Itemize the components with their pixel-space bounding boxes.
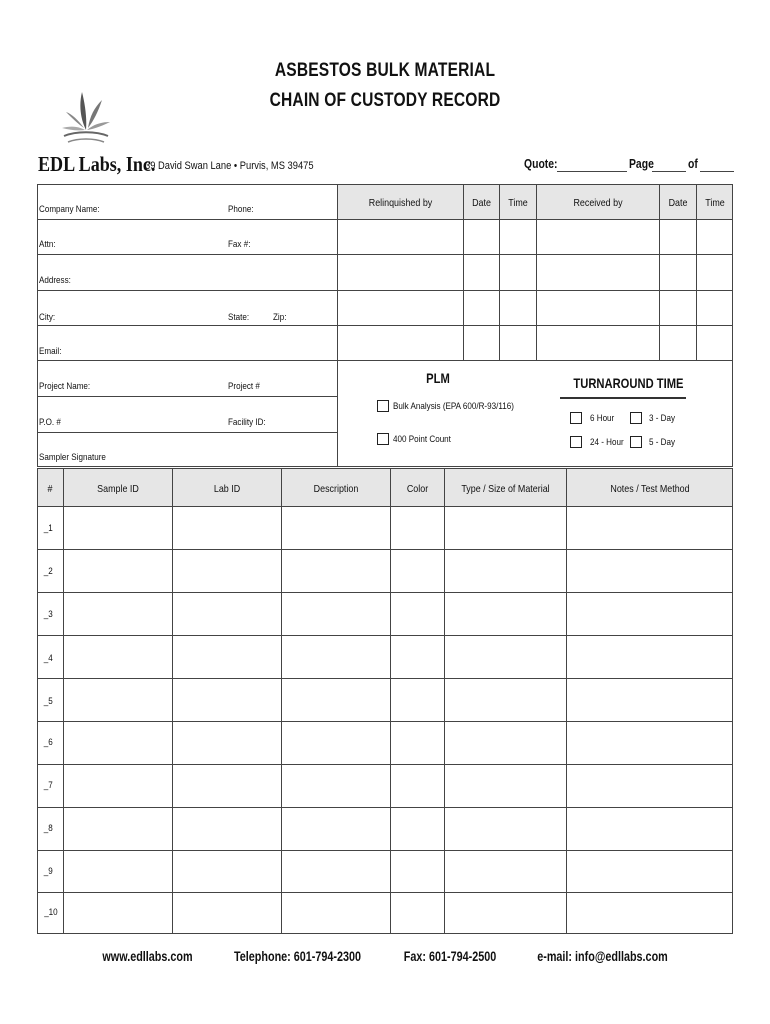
table-row[interactable]: _7 — [43, 780, 53, 791]
table-row[interactable]: _3 — [43, 609, 53, 620]
col-notes-header: Notes / Test Method — [610, 483, 690, 495]
page-label: Page — [629, 156, 654, 171]
edl-logo-icon — [58, 84, 114, 146]
point-count-label: 400 Point Count — [393, 434, 451, 445]
table-row[interactable]: _8 — [43, 823, 53, 834]
date-header-1: Date — [472, 197, 491, 209]
zip-field[interactable]: Zip: — [273, 312, 287, 323]
5-day-label: 5 - Day — [649, 437, 676, 448]
date-header-2: Date — [668, 197, 688, 209]
col-description-header: Description — [313, 483, 359, 495]
facility-id-field[interactable]: Facility ID: — [228, 417, 266, 428]
state-field[interactable]: State: — [228, 312, 250, 323]
table-row[interactable]: _9 — [43, 866, 53, 877]
quote-label: Quote: — [524, 156, 558, 171]
page-field[interactable] — [652, 171, 686, 172]
bulk-analysis-checkbox[interactable] — [377, 400, 389, 412]
of-field[interactable] — [700, 171, 734, 172]
5-day-checkbox[interactable] — [630, 436, 642, 448]
col-type-size-header: Type / Size of Material — [461, 483, 550, 495]
footer-fax: Fax: 601-794-2500 — [403, 949, 497, 964]
table-row[interactable]: _1 — [43, 523, 53, 534]
col-sample-id-header: Sample ID — [97, 483, 139, 495]
fax-field[interactable]: Fax #: — [228, 239, 251, 250]
col-lab-id-header: Lab ID — [213, 483, 241, 495]
col-number-header: # — [47, 483, 53, 495]
point-count-checkbox[interactable] — [377, 433, 389, 445]
table-row[interactable]: _10 — [44, 907, 58, 918]
col-color-header: Color — [406, 483, 429, 495]
received-by-header: Received by — [573, 197, 623, 209]
quote-field[interactable] — [557, 171, 627, 172]
sample-table — [37, 468, 733, 934]
table-row[interactable]: _4 — [43, 653, 53, 664]
city-field[interactable]: City: — [39, 312, 56, 323]
attn-field[interactable]: Attn: — [39, 239, 56, 250]
company-name-field[interactable]: Company Name: — [39, 204, 100, 215]
company-name: EDL Labs, Inc. — [38, 152, 156, 176]
table-row[interactable]: _2 — [43, 566, 53, 577]
sampler-signature-field[interactable]: Sampler Signature — [39, 452, 106, 463]
form-title-line1: ASBESTOS BULK MATERIAL — [274, 60, 496, 81]
form-title-line2: CHAIN OF CUSTODY RECORD — [269, 90, 501, 111]
24-hour-checkbox[interactable] — [570, 436, 582, 448]
relinquished-by-header: Relinquished by — [368, 197, 433, 209]
time-header-1: Time — [508, 197, 528, 209]
plm-title: PLM — [426, 370, 450, 386]
project-number-field[interactable]: Project # — [228, 381, 260, 392]
email-field[interactable]: Email: — [39, 346, 62, 357]
po-field[interactable]: P.O. # — [39, 417, 61, 428]
company-address: 39 David Swan Lane • Purvis, MS 39475 — [145, 160, 314, 172]
address-field[interactable]: Address: — [39, 275, 71, 286]
table-row[interactable]: _6 — [43, 737, 53, 748]
24-hour-label: 24 - Hour — [590, 437, 624, 448]
footer-telephone: Telephone: 601-794-2300 — [233, 949, 362, 964]
project-name-field[interactable]: Project Name: — [39, 381, 91, 392]
3-day-label: 3 - Day — [649, 413, 676, 424]
turnaround-title: TURNAROUND TIME — [573, 375, 684, 391]
phone-field[interactable]: Phone: — [228, 204, 254, 215]
table-row[interactable]: _5 — [43, 696, 53, 707]
footer-email[interactable]: e-mail: info@edllabs.com — [537, 949, 668, 964]
bulk-analysis-label: Bulk Analysis (EPA 600/R-93/116) — [393, 401, 514, 412]
6-hour-label: 6 Hour — [590, 413, 615, 424]
time-header-2: Time — [705, 197, 725, 209]
footer-website[interactable]: www.edllabs.com — [102, 949, 193, 964]
6-hour-checkbox[interactable] — [570, 412, 582, 424]
of-label: of — [688, 156, 698, 171]
3-day-checkbox[interactable] — [630, 412, 642, 424]
